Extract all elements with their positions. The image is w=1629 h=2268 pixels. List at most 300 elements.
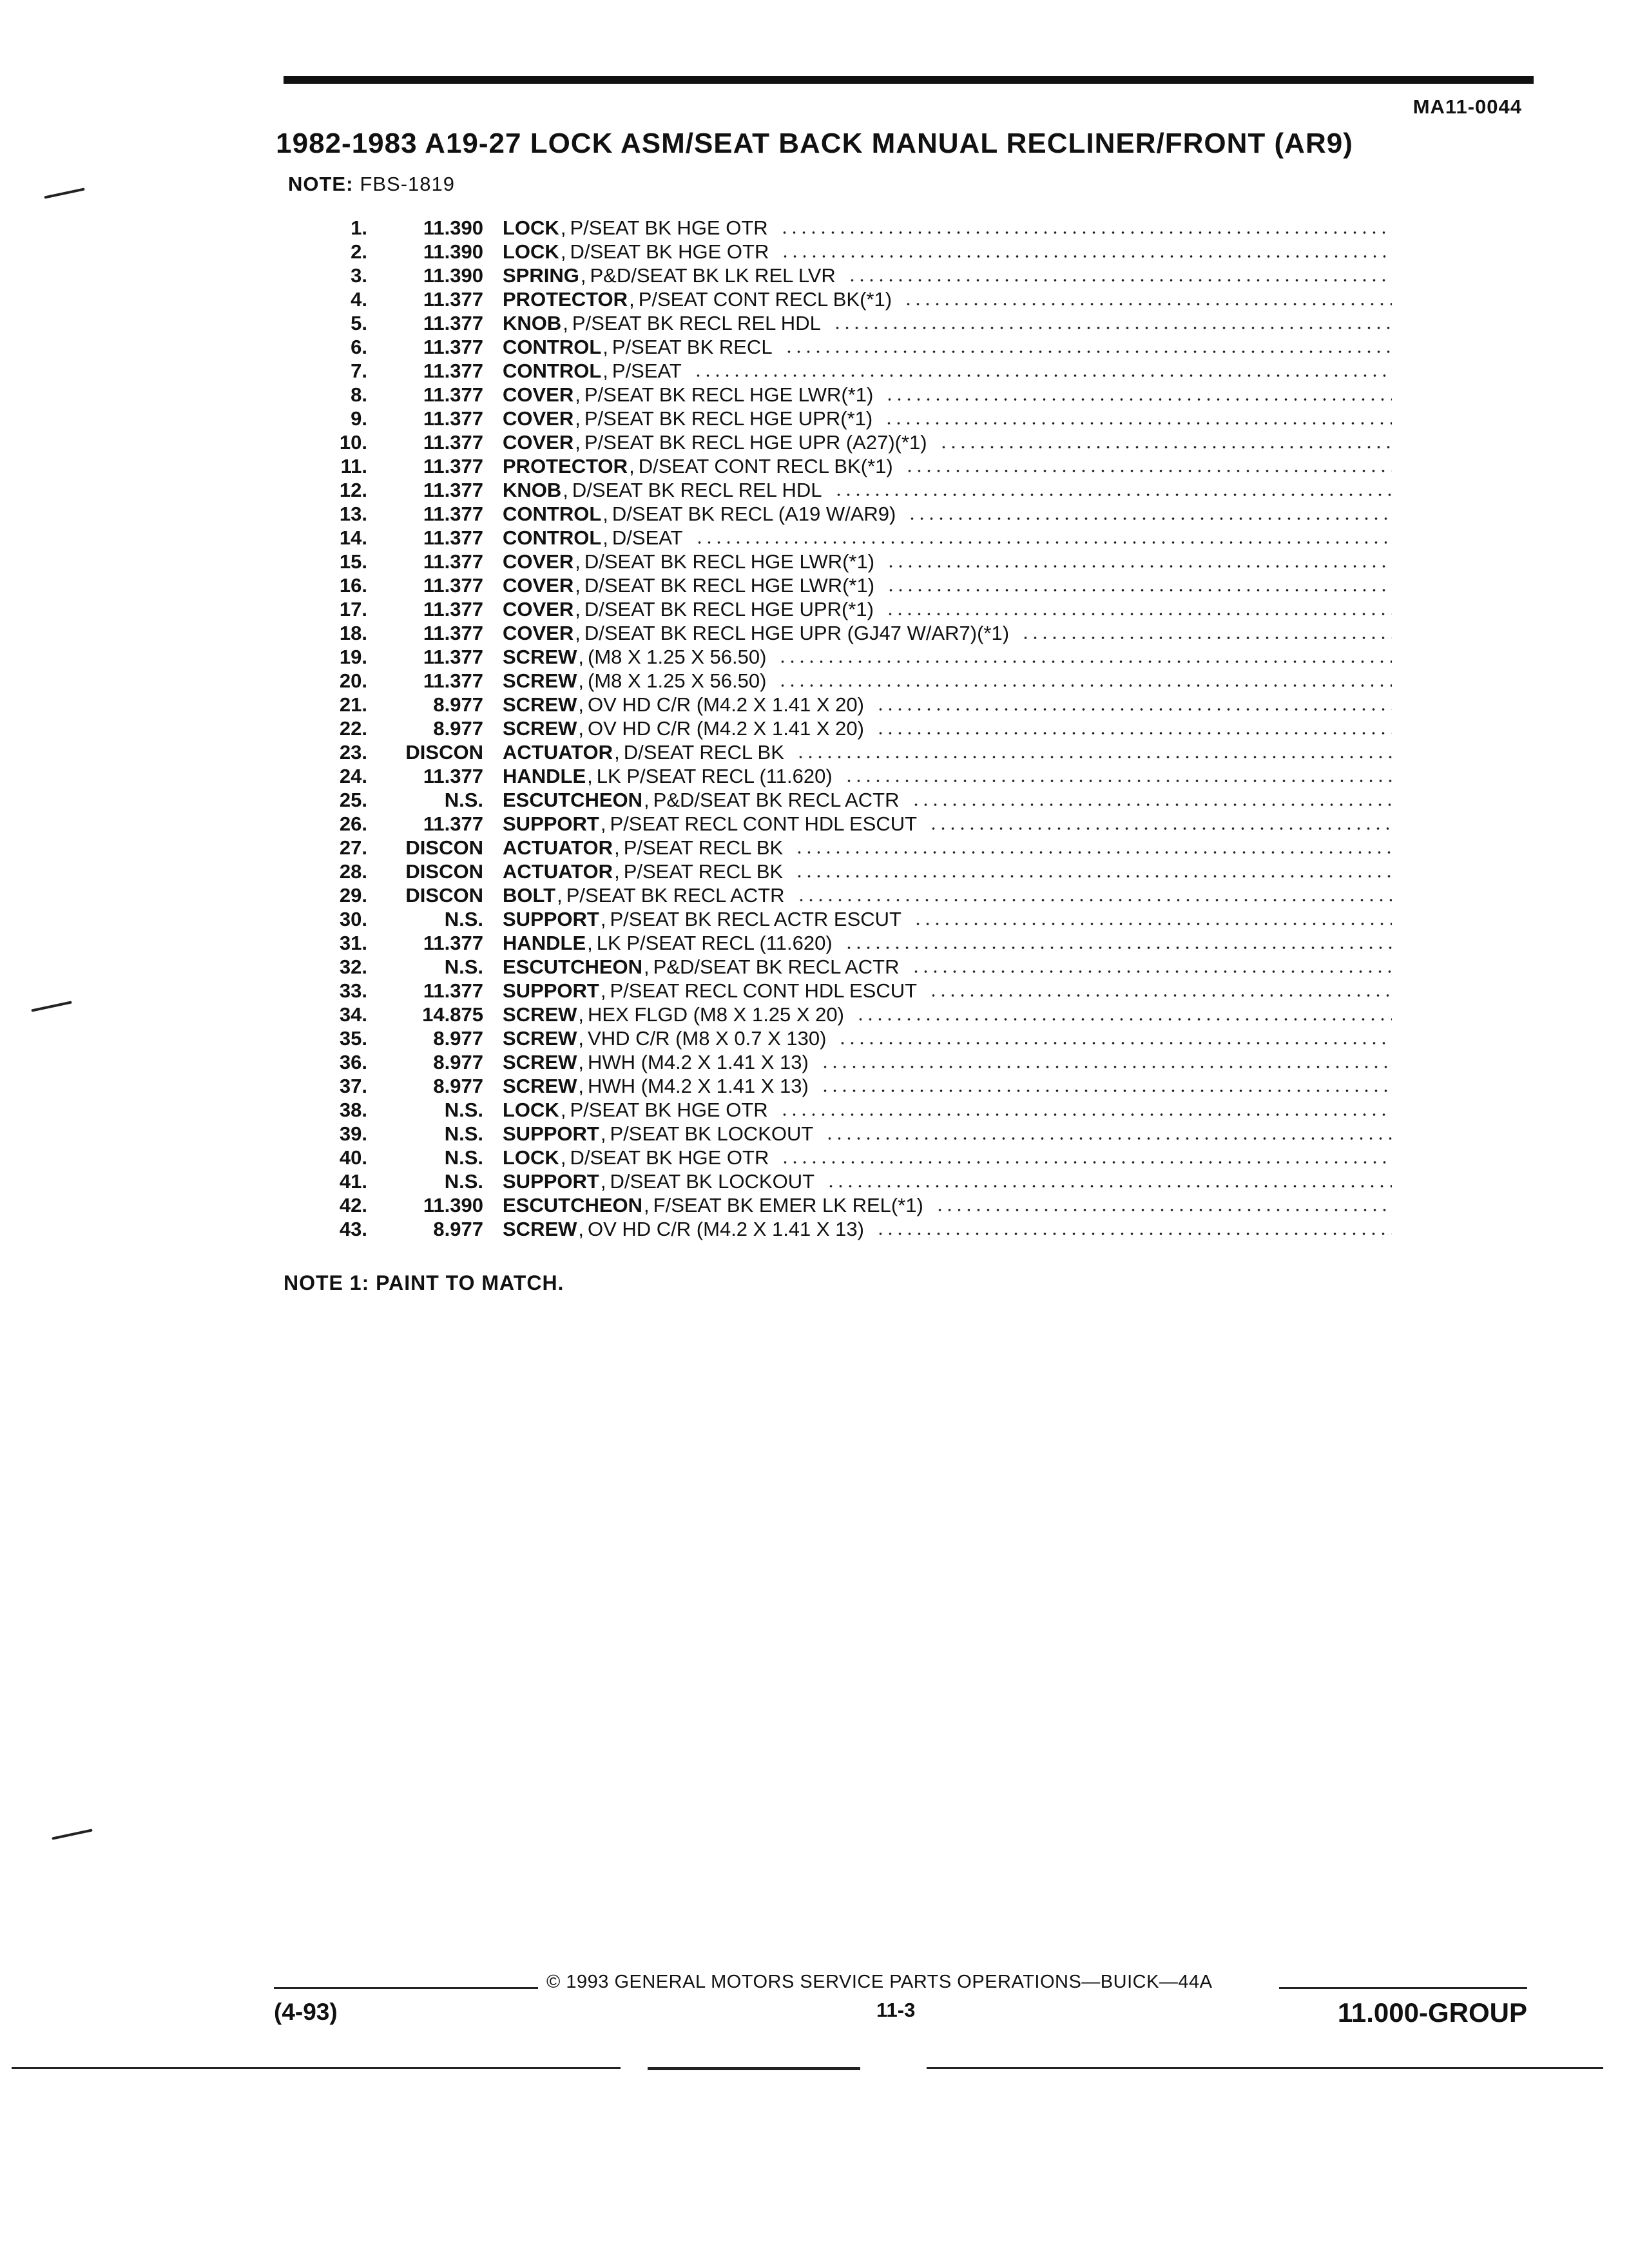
part-spec: (M8 X 1.25 X 56.50): [588, 645, 767, 668]
part-row: [284, 860, 1392, 883]
part-spec: (M8 X 1.25 X 56.50): [588, 669, 767, 692]
part-row: [284, 430, 1392, 454]
part-number: 27.: [339, 836, 367, 859]
part-description: [503, 1051, 1392, 1074]
dot-leader: [780, 1161, 1392, 1164]
part-name: CONTROL: [503, 526, 602, 549]
part-number: 26.: [339, 812, 367, 835]
part-spec: P&D/SEAT BK RECL ACTR: [653, 788, 900, 811]
part-spec: P/SEAT BK LOCKOUT: [610, 1122, 814, 1145]
page-number: 11-3: [876, 1999, 916, 2021]
part-number: 35.: [339, 1026, 367, 1050]
part-number: 12.: [339, 478, 367, 501]
part-row: [284, 502, 1392, 526]
document-number: MA11-0044: [1412, 95, 1522, 118]
part-number: 9.: [351, 407, 367, 430]
part-number: 24.: [339, 764, 367, 787]
part-description: [503, 1099, 1392, 1122]
part-separator: ,: [560, 240, 566, 263]
part-name: ACTUATOR: [503, 860, 613, 883]
part-name: SUPPORT: [503, 907, 599, 930]
part-number: 1.: [351, 216, 367, 239]
part-separator: ,: [644, 788, 650, 811]
part-spec: P/SEAT: [612, 359, 682, 382]
part-separator: ,: [575, 597, 581, 620]
part-description: [503, 979, 1392, 1003]
footer-line-right: [1279, 1987, 1527, 1989]
part-number: 13.: [339, 502, 367, 525]
part-name: HANDLE: [503, 931, 586, 954]
footer-line-left: [274, 1987, 538, 1989]
part-spec: P/SEAT BK RECL HGE UPR (A27)(*1): [584, 430, 927, 454]
part-row: [284, 1193, 1392, 1217]
punch-mark: [52, 1829, 92, 1840]
part-row: [284, 407, 1392, 430]
part-separator: ,: [560, 216, 566, 239]
part-group: N.S.: [444, 1169, 483, 1193]
part-group: 14.875: [422, 1003, 483, 1026]
part-description: [503, 860, 1392, 883]
part-number: 25.: [339, 788, 367, 811]
part-name: SCREW: [503, 716, 577, 740]
part-group: 11.377: [423, 454, 483, 477]
part-name: COVER: [503, 573, 574, 597]
part-separator: ,: [600, 907, 606, 930]
part-number: 5.: [351, 311, 367, 334]
part-name: SCREW: [503, 693, 577, 716]
part-row: [284, 1050, 1392, 1074]
part-row: [284, 550, 1392, 573]
dot-leader: [834, 494, 1392, 496]
part-row: [284, 693, 1392, 716]
part-separator: ,: [602, 502, 608, 525]
part-group: 11.390: [423, 264, 483, 287]
part-spec: D/SEAT BK RECL REL HDL: [572, 478, 822, 501]
part-number: 32.: [339, 955, 367, 978]
part-spec: D/SEAT: [612, 526, 683, 549]
dot-leader: [833, 327, 1392, 329]
part-number: 39.: [339, 1122, 367, 1145]
part-spec: P/SEAT RECL BK: [623, 860, 784, 883]
part-name: COVER: [503, 597, 574, 620]
part-spec: D/SEAT BK LOCKOUT: [610, 1169, 815, 1193]
dot-leader: [929, 827, 1392, 830]
part-name: ESCUTCHEON: [503, 955, 643, 978]
dot-leader: [844, 947, 1392, 949]
part-name: CONTROL: [503, 502, 602, 525]
part-name: SCREW: [503, 1074, 577, 1097]
part-name: SUPPORT: [503, 1122, 599, 1145]
part-description: [503, 288, 1392, 311]
dot-leader: [856, 1018, 1392, 1021]
part-row: [284, 669, 1392, 693]
part-description: [503, 1170, 1392, 1193]
part-number: 2.: [351, 240, 367, 263]
part-group: N.S.: [444, 1098, 483, 1121]
part-row: [284, 812, 1392, 836]
punch-mark: [44, 187, 84, 198]
part-group: 11.377: [423, 383, 483, 406]
revision-date: (4-93): [274, 1999, 338, 2025]
part-name: COVER: [503, 430, 574, 454]
part-row: [284, 597, 1392, 621]
part-description: [503, 1146, 1392, 1169]
note-value: FBS-1819: [360, 173, 456, 195]
part-separator: ,: [575, 430, 581, 454]
part-separator: ,: [602, 359, 608, 382]
part-row: [284, 240, 1392, 264]
punch-mark: [31, 1001, 72, 1012]
part-group: N.S.: [444, 907, 483, 930]
part-group: 11.390: [423, 216, 483, 239]
part-number: 23.: [339, 740, 367, 764]
part-name: CONTROL: [503, 335, 602, 358]
part-separator: ,: [644, 1193, 650, 1216]
part-spec: HEX FLGD (M8 X 1.25 X 20): [588, 1003, 844, 1026]
part-name: COVER: [503, 550, 574, 573]
part-group: DISCON: [405, 836, 483, 859]
part-spec: P/SEAT CONT RECL BK(*1): [638, 287, 892, 311]
part-row: [284, 1169, 1392, 1193]
part-name: LOCK: [503, 1098, 559, 1121]
dot-leader: [884, 422, 1392, 425]
part-number: 3.: [351, 264, 367, 287]
part-separator: ,: [580, 264, 586, 287]
part-name: SUPPORT: [503, 1169, 599, 1193]
dot-leader: [886, 589, 1392, 591]
part-description: [503, 1194, 1392, 1217]
part-name: SCREW: [503, 1050, 577, 1073]
part-separator: ,: [578, 1050, 584, 1073]
part-number: 6.: [351, 335, 367, 358]
part-spec: HWH (M4.2 X 1.41 X 13): [588, 1074, 809, 1097]
part-number: 15.: [339, 550, 367, 573]
part-spec: D/SEAT BK RECL (A19 W/AR9): [612, 502, 896, 525]
part-number: 34.: [339, 1003, 367, 1026]
part-separator: ,: [575, 573, 581, 597]
part-separator: ,: [644, 955, 650, 978]
part-number: 33.: [339, 979, 367, 1002]
part-spec: P/SEAT BK RECL: [612, 335, 773, 358]
part-name: ACTUATOR: [503, 836, 613, 859]
part-group: 11.390: [423, 1193, 483, 1216]
part-row: [284, 1122, 1392, 1146]
part-description: [503, 526, 1392, 550]
part-spec: OV HD C/R (M4.2 X 1.41 X 20): [588, 693, 864, 716]
part-spec: P/SEAT BK HGE OTR: [570, 216, 768, 239]
part-separator: ,: [578, 1026, 584, 1050]
part-spec: P/SEAT BK HGE OTR: [570, 1098, 768, 1121]
part-group: N.S.: [444, 788, 483, 811]
part-separator: ,: [575, 407, 581, 430]
part-description: [503, 646, 1392, 669]
part-name: PROTECTOR: [503, 287, 628, 311]
part-group: DISCON: [405, 883, 483, 907]
dot-leader: [886, 565, 1392, 568]
dot-leader: [911, 970, 1392, 973]
part-number: 29.: [339, 883, 367, 907]
part-group: 11.390: [423, 240, 483, 263]
part-separator: ,: [578, 716, 584, 740]
part-name: KNOB: [503, 311, 562, 334]
part-name: SCREW: [503, 1003, 577, 1026]
part-number: 41.: [339, 1169, 367, 1193]
part-number: 20.: [339, 669, 367, 692]
part-separator: ,: [602, 526, 608, 549]
dot-leader: [929, 994, 1392, 997]
part-description: [503, 336, 1392, 359]
part-group: 11.377: [423, 550, 483, 573]
top-rule: [284, 76, 1534, 84]
part-separator: ,: [587, 931, 593, 954]
part-number: 18.: [339, 621, 367, 644]
part-row: [284, 931, 1392, 955]
part-row: [284, 764, 1392, 788]
part-number: 16.: [339, 573, 367, 597]
part-row: [284, 1074, 1392, 1098]
part-spec: D/SEAT BK RECL HGE UPR (GJ47 W/AR7)(*1): [584, 621, 1010, 644]
part-name: BOLT: [503, 883, 556, 907]
part-row: [284, 573, 1392, 597]
part-spec: D/SEAT BK RECL HGE LWR(*1): [584, 550, 875, 573]
part-separator: ,: [578, 1217, 584, 1240]
part-number: 10.: [339, 430, 367, 454]
part-group: 11.377: [423, 812, 483, 835]
part-description: [503, 812, 1392, 836]
part-group: 11.377: [423, 407, 483, 430]
part-group: N.S.: [444, 1146, 483, 1169]
dot-leader: [820, 1090, 1392, 1092]
part-separator: ,: [600, 1169, 606, 1193]
part-row: [284, 1098, 1392, 1122]
part-separator: ,: [563, 311, 568, 334]
part-number: 43.: [339, 1217, 367, 1240]
part-row: [284, 1217, 1392, 1241]
part-spec: P/SEAT RECL BK: [623, 836, 784, 859]
part-name: SUPPORT: [503, 812, 599, 835]
dot-leader: [939, 446, 1392, 448]
part-name: COVER: [503, 621, 574, 644]
part-group: 8.977: [433, 693, 483, 716]
part-spec: D/SEAT CONT RECL BK(*1): [638, 454, 893, 477]
part-row: [284, 740, 1392, 764]
part-row: [284, 955, 1392, 979]
part-spec: LK P/SEAT RECL (11.620): [596, 931, 833, 954]
part-name: LOCK: [503, 1146, 559, 1169]
dot-leader: [795, 875, 1392, 878]
part-spec: D/SEAT RECL BK: [623, 740, 784, 764]
part-group: 11.377: [423, 669, 483, 692]
part-description: [503, 264, 1392, 287]
part-number: 38.: [339, 1098, 367, 1121]
part-name: HANDLE: [503, 764, 586, 787]
part-name: ESCUTCHEON: [503, 1193, 643, 1216]
part-number: 21.: [339, 693, 367, 716]
part-description: [503, 956, 1392, 979]
dot-leader: [778, 660, 1392, 663]
part-spec: P&D/SEAT BK RECL ACTR: [653, 955, 900, 978]
part-spec: P/SEAT BK RECL REL HDL: [572, 311, 821, 334]
part-row: [284, 883, 1392, 907]
part-number: 7.: [351, 359, 367, 382]
part-spec: F/SEAT BK EMER LK REL(*1): [653, 1193, 923, 1216]
part-description: [503, 550, 1392, 573]
part-row: [284, 335, 1392, 359]
part-group: 11.377: [423, 931, 483, 954]
part-description: [503, 717, 1392, 740]
part-description: [503, 1075, 1392, 1098]
part-row: [284, 287, 1392, 311]
part-group: N.S.: [444, 1122, 483, 1145]
part-spec: OV HD C/R (M4.2 X 1.41 X 20): [588, 716, 864, 740]
part-description: [503, 1027, 1392, 1050]
part-description: [503, 216, 1392, 240]
part-number: 42.: [339, 1193, 367, 1216]
part-row: [284, 621, 1392, 645]
part-separator: ,: [578, 1003, 584, 1026]
part-description: [503, 479, 1392, 502]
part-spec: HWH (M4.2 X 1.41 X 13): [588, 1050, 809, 1073]
part-spec: P/SEAT BK RECL ACTR ESCUT: [610, 907, 901, 930]
page-title: 1982-1983 A19-27 LOCK ASM/SEAT BACK MANUAL RECLINER/FRONT (AR9): [276, 128, 1353, 159]
part-number: 17.: [339, 597, 367, 620]
part-name: ACTUATOR: [503, 740, 613, 764]
part-spec: P/SEAT RECL CONT HDL ESCUT: [610, 812, 918, 835]
part-row: [284, 359, 1392, 383]
part-row: [284, 979, 1392, 1003]
part-spec: P/SEAT RECL CONT HDL ESCUT: [610, 979, 918, 1002]
part-description: [503, 312, 1392, 335]
part-spec: D/SEAT BK HGE OTR: [570, 1146, 769, 1169]
part-separator: ,: [560, 1146, 566, 1169]
note-label: NOTE:: [288, 173, 354, 195]
part-spec: P/SEAT BK RECL HGE UPR(*1): [584, 407, 873, 430]
part-description: [503, 884, 1392, 907]
dot-leader: [820, 1066, 1392, 1068]
part-name: PROTECTOR: [503, 454, 628, 477]
dot-leader: [693, 374, 1392, 377]
part-separator: ,: [575, 383, 581, 406]
part-separator: ,: [578, 693, 584, 716]
part-number: 30.: [339, 907, 367, 930]
part-group: 11.377: [423, 502, 483, 525]
dot-leader: [784, 351, 1392, 353]
part-row: [284, 788, 1392, 812]
dot-leader: [1021, 637, 1392, 639]
part-spec: P&D/SEAT BK LK REL LVR: [590, 264, 836, 287]
part-group: DISCON: [405, 860, 483, 883]
part-description: [503, 574, 1392, 597]
part-description: [503, 932, 1392, 955]
part-row: [284, 1026, 1392, 1050]
part-description: [503, 1122, 1392, 1146]
part-group: 8.977: [433, 1050, 483, 1073]
dot-leader: [847, 279, 1392, 282]
part-number: 11.: [340, 454, 367, 477]
part-spec: D/SEAT BK RECL HGE UPR(*1): [584, 597, 874, 620]
bottom-rule-left: [12, 2067, 621, 2069]
part-number: 40.: [339, 1146, 367, 1169]
bottom-rule-right: [927, 2067, 1603, 2069]
part-name: LOCK: [503, 240, 559, 263]
part-row: [284, 311, 1392, 335]
dot-leader: [838, 1042, 1392, 1044]
part-description: [503, 598, 1392, 621]
part-name: SPRING: [503, 264, 579, 287]
dot-leader: [911, 803, 1392, 806]
part-group: 8.977: [433, 1026, 483, 1050]
part-group: 11.377: [423, 430, 483, 454]
part-group: N.S.: [444, 955, 483, 978]
part-separator: ,: [563, 478, 568, 501]
part-number: 22.: [339, 716, 367, 740]
footnote-paint: NOTE 1: PAINT TO MATCH.: [284, 1271, 564, 1294]
dot-leader: [876, 708, 1392, 711]
part-number: 19.: [339, 645, 367, 668]
part-row: [284, 645, 1392, 669]
part-description: [503, 741, 1392, 764]
part-group: 8.977: [433, 716, 483, 740]
part-row: [284, 716, 1392, 740]
part-separator: ,: [575, 621, 581, 644]
part-number: 4.: [351, 287, 367, 311]
part-row: [284, 1003, 1392, 1026]
part-row: [284, 454, 1392, 478]
part-description: [503, 455, 1392, 478]
part-description: [503, 240, 1392, 264]
part-number: 8.: [351, 383, 367, 406]
part-row: [284, 264, 1392, 287]
part-row: [284, 907, 1392, 931]
dot-leader: [935, 1209, 1392, 1211]
part-name: COVER: [503, 383, 574, 406]
part-separator: ,: [614, 836, 620, 859]
part-separator: ,: [575, 550, 581, 573]
part-description: [503, 360, 1392, 383]
part-name: LOCK: [503, 216, 559, 239]
part-name: CONTROL: [503, 359, 602, 382]
part-row: [284, 383, 1392, 407]
part-name: ESCUTCHEON: [503, 788, 643, 811]
part-group: 11.377: [423, 311, 483, 334]
dot-leader: [844, 780, 1392, 782]
part-spec: D/SEAT BK RECL HGE LWR(*1): [584, 573, 875, 597]
part-row: [284, 1146, 1392, 1169]
part-description: [503, 908, 1392, 931]
part-spec: LK P/SEAT RECL (11.620): [596, 764, 833, 787]
part-description: [503, 836, 1392, 860]
part-group: 11.377: [423, 478, 483, 501]
part-description: [503, 1218, 1392, 1241]
part-group: 11.377: [423, 979, 483, 1002]
part-spec: D/SEAT BK HGE OTR: [570, 240, 769, 263]
part-separator: ,: [578, 1074, 584, 1097]
part-description: [503, 765, 1392, 788]
part-separator: ,: [602, 335, 608, 358]
part-name: SCREW: [503, 645, 577, 668]
part-separator: ,: [560, 1098, 566, 1121]
dot-leader: [905, 470, 1392, 472]
part-separator: ,: [600, 979, 606, 1002]
part-spec: VHD C/R (M8 X 0.7 X 130): [588, 1026, 827, 1050]
part-separator: ,: [587, 764, 593, 787]
dot-leader: [780, 231, 1392, 234]
part-number: 28.: [339, 860, 367, 883]
part-description: [503, 431, 1392, 454]
part-group: 11.377: [423, 573, 483, 597]
dot-leader: [825, 1137, 1392, 1140]
dot-leader: [876, 732, 1392, 735]
